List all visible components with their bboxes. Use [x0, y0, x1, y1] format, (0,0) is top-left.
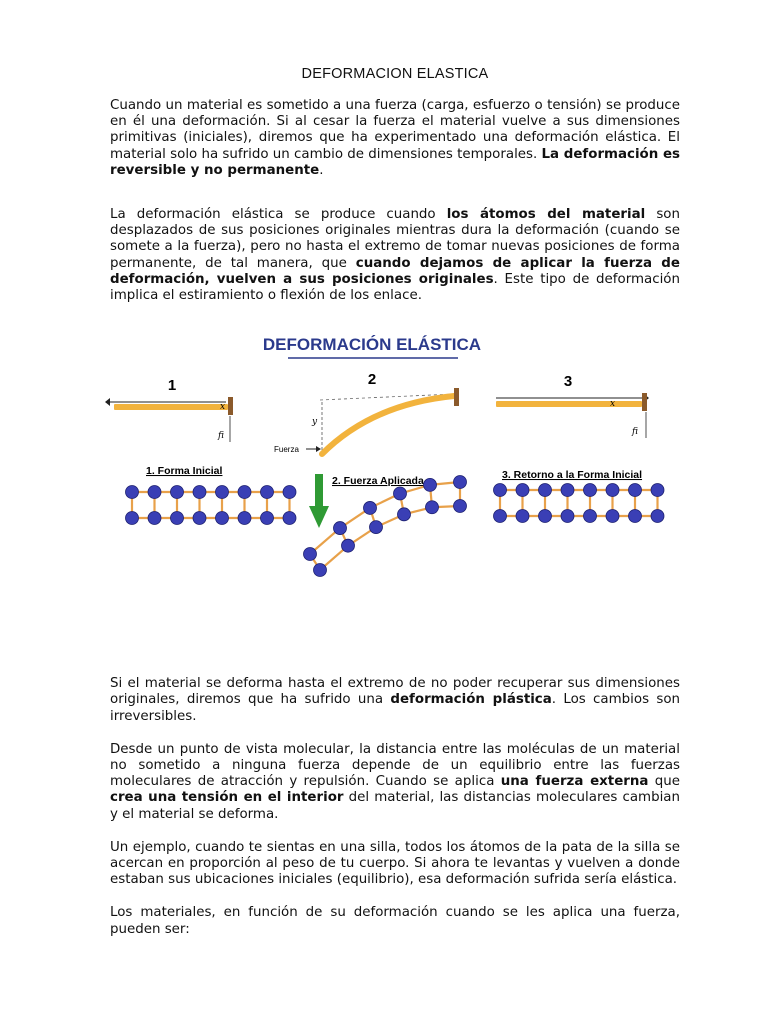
atom	[261, 486, 274, 499]
panel-2-wall	[454, 388, 459, 406]
panel-1-fi-label: fi	[218, 431, 225, 442]
paragraph-3-text-b: . Los cambios son irreversibles.	[110, 692, 681, 724]
atom	[216, 486, 229, 499]
atom	[314, 564, 327, 577]
elastic-deformation-figure	[102, 334, 682, 634]
paragraph-1-text-b: .	[319, 162, 324, 178]
atom	[216, 512, 229, 525]
paragraph-3-bold-a: deformación plástica	[390, 692, 552, 708]
atom	[629, 510, 642, 523]
figure-illustration	[102, 334, 682, 634]
panel-3-x-label: x	[610, 399, 616, 410]
atom	[370, 521, 383, 534]
panel-2-number: 2	[367, 371, 377, 389]
atom	[398, 508, 411, 521]
atom	[539, 510, 552, 523]
paragraph-2-text-c: . Este tipo de deformación implica el estiramiento o flexión de los enlace.	[110, 271, 680, 304]
atom	[394, 487, 407, 500]
caption-applied-force: 2. Fuerza Aplicada	[332, 475, 424, 488]
atom	[606, 510, 619, 523]
paragraph-6: Los materiales, en función de su deformación cuando se les aplica una fuerza, pueden ser:	[110, 905, 680, 937]
paragraph-4	[110, 742, 680, 823]
atom	[539, 484, 552, 497]
caption-return-initial-form: 3. Retorno a la Forma Inicial	[502, 469, 643, 482]
atom	[516, 484, 529, 497]
paragraph-2-bold-b: cuando dejamos de aplicar la fuerza de deformación, vuelven a sus posiciones originales	[110, 255, 680, 287]
paragraph-3-text-a: Si el material se deforma hasta el extremo de no poder recuperar sus dimensiones originales, diremos que ha sufrido una	[110, 676, 680, 708]
paragraph-4-text-c: del material, las distancias moleculares cambian y el material se deforma.	[110, 790, 681, 822]
document-page	[110, 64, 680, 938]
atom	[454, 476, 467, 489]
paragraph-2-bold-a: los átomos del material	[446, 207, 646, 223]
paragraph-4-text-b: que	[648, 774, 680, 790]
green-arrow-shaft	[315, 474, 323, 508]
atom	[171, 512, 184, 525]
atom	[304, 548, 317, 561]
atom-lattices	[126, 476, 665, 577]
atom	[238, 512, 251, 525]
paragraph-4-bold-b: crea una tensión en el interior	[110, 790, 344, 806]
paragraph-4-text-a: Desde un punto de vista molecular, la distancia entre las moléculas de un material no sometido a ninguna fuerza depende de un equilibrio entre las fuerzas moleculares de atracción y repulsión. Cuando se aplica	[110, 741, 680, 790]
panel-2-force-arrow-head	[316, 446, 321, 452]
panel-2-y-label: y	[312, 417, 318, 428]
atom	[193, 486, 206, 499]
atom	[424, 479, 437, 492]
panel-1-wall	[228, 397, 233, 415]
paragraph-3	[110, 676, 680, 725]
paragraph-2-text-a: La deformación elástica se produce cuando	[110, 207, 447, 223]
panel-1-bar	[114, 402, 228, 413]
atom	[494, 484, 507, 497]
paragraph-2	[110, 207, 680, 304]
atom	[561, 484, 574, 497]
panel-3-fi-label: fi	[632, 427, 639, 438]
paragraph-4-bold-a: una fuerza externa	[500, 774, 649, 790]
atom	[126, 486, 139, 499]
panel-1-number: 1	[167, 377, 177, 395]
atom	[454, 500, 467, 513]
panel-3-number: 3	[563, 373, 573, 391]
atom	[342, 539, 355, 552]
atom	[126, 512, 139, 525]
atom	[283, 486, 296, 499]
atom	[606, 484, 619, 497]
panel-1-x-label: x	[220, 402, 226, 413]
atom	[561, 510, 574, 523]
atom	[261, 512, 274, 525]
panel-3-bar	[496, 399, 642, 410]
panel-2-bent-bar	[322, 396, 454, 454]
document-title: DEFORMACION ELASTICA	[301, 66, 489, 82]
atom	[334, 522, 347, 535]
figure-title: DEFORMACIÓN ELÁSTICA	[262, 335, 482, 355]
atom	[148, 486, 161, 499]
atom	[651, 510, 664, 523]
atom	[238, 486, 251, 499]
atom	[171, 486, 184, 499]
panel-1-length-arrow	[105, 398, 110, 406]
atom	[629, 484, 642, 497]
paragraph-1	[110, 98, 680, 179]
paragraph-1-text-a: Cuando un material es sometido a una fuerza (carga, esfuerzo o tensión) se produce en él una deformación. Si al cesar la fuerza el material vuelve a sus dimensiones primitivas (iniciales), diremos que ha experimentado una deformación elástica. El material solo ha sufrido un cambio de dimensiones temporales.	[110, 98, 680, 162]
panel-3-wall	[642, 393, 647, 411]
atom	[148, 512, 161, 525]
atom	[426, 501, 439, 514]
atom	[516, 510, 529, 523]
atom	[494, 510, 507, 523]
atom	[584, 484, 597, 497]
panel-2-force-label: Fuerza	[274, 445, 299, 455]
paragraph-1-bold-a: La deformación es reversible y no permanente	[110, 146, 681, 178]
atom	[584, 510, 597, 523]
atom	[283, 512, 296, 525]
green-arrow-head	[309, 506, 329, 528]
caption-initial-form: 1. Forma Inicial	[146, 465, 223, 478]
paragraph-5: Un ejemplo, cuando te sientas en una silla, todos los átomos de la pata de la silla se acercan en proporción al peso de tu cuerpo. Si ahora te levantas y vuelven a donde estaban sus ubicaciones iniciales (equilibrio), esa deformación sufrida sería elástica.	[110, 839, 680, 888]
atom	[651, 484, 664, 497]
atom	[193, 512, 206, 525]
atom	[364, 502, 377, 515]
paragraph-2-text-b: son desplazados de sus posiciones originales mientras dura la deformación (cuando se somete a la fuerza), pero no hasta el extremo de tomar nuevas posiciones de forma permanente, de tal manera, que	[110, 207, 680, 271]
